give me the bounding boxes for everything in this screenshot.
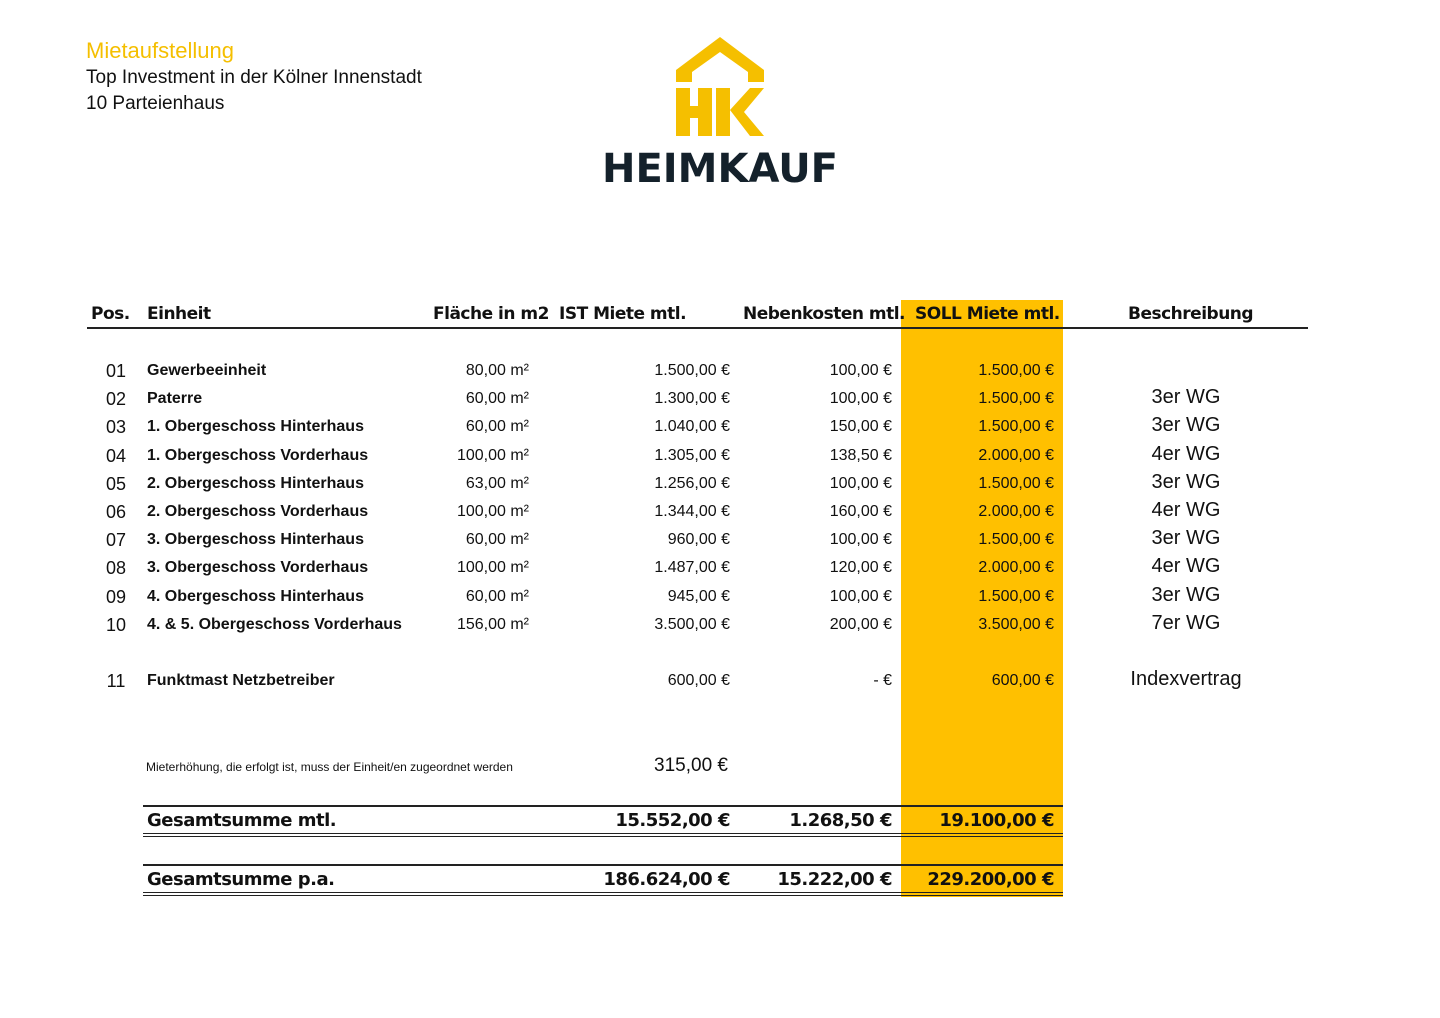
total-yearly-ist: 186.624,00 €	[603, 869, 730, 890]
row-ist-miete: 3.500,00 €	[654, 615, 730, 633]
col-header-ist: IST Miete mtl.	[559, 304, 687, 324]
heimkauf-logo	[600, 34, 840, 194]
row-einheit: 2. Obergeschoss Vorderhaus	[147, 503, 369, 520]
total-monthly-nk: 1.268,50 €	[789, 810, 892, 831]
row-einheit: 4. & 5. Obergeschoss Vorderhaus	[147, 615, 402, 633]
row-nebenkosten: 100,00 €	[829, 390, 892, 408]
divider	[143, 833, 1063, 834]
row-nebenkosten: 120,00 €	[829, 559, 892, 577]
row-flaeche: 156,00 m²	[456, 615, 529, 633]
row-pos: 02	[105, 389, 127, 410]
col-header-beschreibung: Beschreibung	[1128, 304, 1254, 324]
row-ist-miete: 1.500,00 €	[654, 362, 730, 379]
row-nebenkosten: - €	[873, 672, 892, 689]
row-soll-miete: 1.500,00 €	[978, 418, 1054, 436]
divider	[143, 895, 1063, 896]
row-beschreibung: 3er WG	[1151, 583, 1221, 606]
divider	[143, 864, 1063, 866]
document-subtitle: Top Investment in der Kölner Innenstadt	[86, 67, 422, 88]
row-einheit: Paterre	[147, 390, 203, 408]
row-nebenkosten: 200,00 €	[829, 615, 892, 633]
row-flaeche: 63,00 m²	[465, 474, 529, 492]
rent-increase-value: 315,00 €	[654, 755, 728, 776]
row-pos: 10	[105, 614, 127, 635]
row-flaeche: 80,00 m²	[465, 362, 529, 379]
row-nebenkosten: 100,00 €	[829, 531, 892, 549]
total-yearly-nk: 15.222,00 €	[777, 869, 892, 890]
col-header-pos: Pos.	[91, 304, 130, 324]
row-beschreibung: 3er WG	[1151, 414, 1221, 437]
row-pos: 06	[105, 502, 127, 522]
row-beschreibung: 4er WG	[1151, 555, 1221, 578]
row-einheit: Gewerbeeinheit	[147, 362, 267, 379]
total-monthly-label: Gesamtsumme mtl.	[147, 810, 337, 831]
row-nebenkosten: 150,00 €	[829, 418, 892, 436]
row-ist-miete: 1.256,00 €	[654, 474, 730, 492]
row-einheit: 1. Obergeschoss Vorderhaus	[147, 446, 369, 464]
row-einheit: Funktmast Netzbetreiber	[147, 672, 335, 689]
row-flaeche: 60,00 m²	[465, 390, 529, 408]
total-yearly-soll: 229.200,00 €	[927, 869, 1054, 890]
total-yearly-label: Gesamtsumme p.a.	[147, 869, 335, 890]
row-soll-miete: 1.500,00 €	[978, 531, 1054, 549]
row-nebenkosten: 100,00 €	[829, 474, 892, 492]
row-beschreibung: 7er WG	[1151, 611, 1221, 634]
row-beschreibung: 4er WG	[1151, 442, 1221, 465]
document-subtitle-2: 10 Parteienhaus	[86, 93, 225, 114]
row-ist-miete: 960,00 €	[667, 531, 730, 549]
row-flaeche: 100,00 m²	[456, 559, 529, 577]
row-flaeche: 60,00 m²	[465, 587, 529, 605]
row-flaeche: 60,00 m²	[465, 418, 529, 436]
row-einheit: 4. Obergeschoss Hinterhaus	[147, 587, 364, 605]
row-soll-miete: 2.000,00 €	[978, 503, 1054, 520]
row-einheit: 3. Obergeschoss Hinterhaus	[147, 531, 364, 549]
row-ist-miete: 1.305,00 €	[654, 446, 730, 464]
divider	[143, 892, 1063, 893]
row-einheit: 2. Obergeschoss Hinterhaus	[147, 474, 364, 492]
row-soll-miete: 600,00 €	[991, 672, 1054, 689]
row-pos: 08	[105, 558, 127, 579]
row-nebenkosten: 138,50 €	[829, 446, 892, 464]
row-nebenkosten: 100,00 €	[829, 587, 892, 605]
row-ist-miete: 945,00 €	[667, 587, 730, 605]
row-pos: 09	[105, 586, 127, 607]
row-flaeche: 60,00 m²	[465, 531, 529, 549]
row-pos: 03	[105, 417, 127, 438]
row-flaeche: 100,00 m²	[456, 503, 529, 520]
row-beschreibung: 3er WG	[1151, 386, 1221, 409]
row-pos: 07	[105, 530, 127, 551]
row-soll-miete: 1.500,00 €	[978, 362, 1054, 379]
total-monthly-ist: 15.552,00 €	[615, 810, 730, 831]
row-pos: 01	[105, 361, 127, 381]
header-divider	[87, 327, 1308, 329]
divider	[143, 805, 1063, 807]
row-soll-miete: 3.500,00 €	[978, 615, 1054, 633]
row-ist-miete: 600,00 €	[667, 672, 730, 689]
col-header-soll: SOLL Miete mtl.	[915, 304, 1060, 324]
row-ist-miete: 1.487,00 €	[654, 559, 730, 577]
row-pos: 11	[106, 671, 126, 691]
document-title: Mietaufstellung	[86, 38, 234, 63]
row-beschreibung: 3er WG	[1151, 527, 1221, 550]
row-soll-miete: 1.500,00 €	[978, 474, 1054, 492]
col-header-einheit: Einheit	[147, 304, 211, 324]
row-nebenkosten: 100,00 €	[829, 362, 892, 379]
row-soll-miete: 2.000,00 €	[978, 559, 1054, 577]
total-monthly-soll: 19.100,00 €	[939, 810, 1054, 831]
col-header-flaeche: Fläche in m2	[433, 304, 549, 324]
svg-text:HEIMKAUF: HEIMKAUF	[601, 146, 839, 192]
row-beschreibung: 4er WG	[1151, 499, 1221, 521]
row-ist-miete: 1.040,00 €	[654, 418, 730, 436]
row-pos: 05	[105, 473, 127, 494]
row-flaeche: 100,00 m²	[456, 446, 529, 464]
row-einheit: 1. Obergeschoss Hinterhaus	[147, 418, 364, 436]
row-einheit: 3. Obergeschoss Vorderhaus	[147, 559, 369, 577]
row-beschreibung: 3er WG	[1151, 470, 1221, 493]
row-soll-miete: 1.500,00 €	[978, 390, 1054, 408]
rent-increase-note: Mieterhöhung, die erfolgt ist, muss der Einheit/en zugeordnet werden	[146, 760, 513, 774]
row-soll-miete: 1.500,00 €	[978, 587, 1054, 605]
row-beschreibung: Indexvertrag	[1130, 668, 1242, 690]
row-ist-miete: 1.300,00 €	[654, 390, 730, 408]
col-header-nk: Nebenkosten mtl.	[743, 304, 906, 324]
row-ist-miete: 1.344,00 €	[654, 503, 730, 520]
row-pos: 04	[105, 445, 127, 466]
divider	[143, 836, 1063, 837]
row-nebenkosten: 160,00 €	[829, 503, 892, 520]
row-soll-miete: 2.000,00 €	[978, 446, 1054, 464]
